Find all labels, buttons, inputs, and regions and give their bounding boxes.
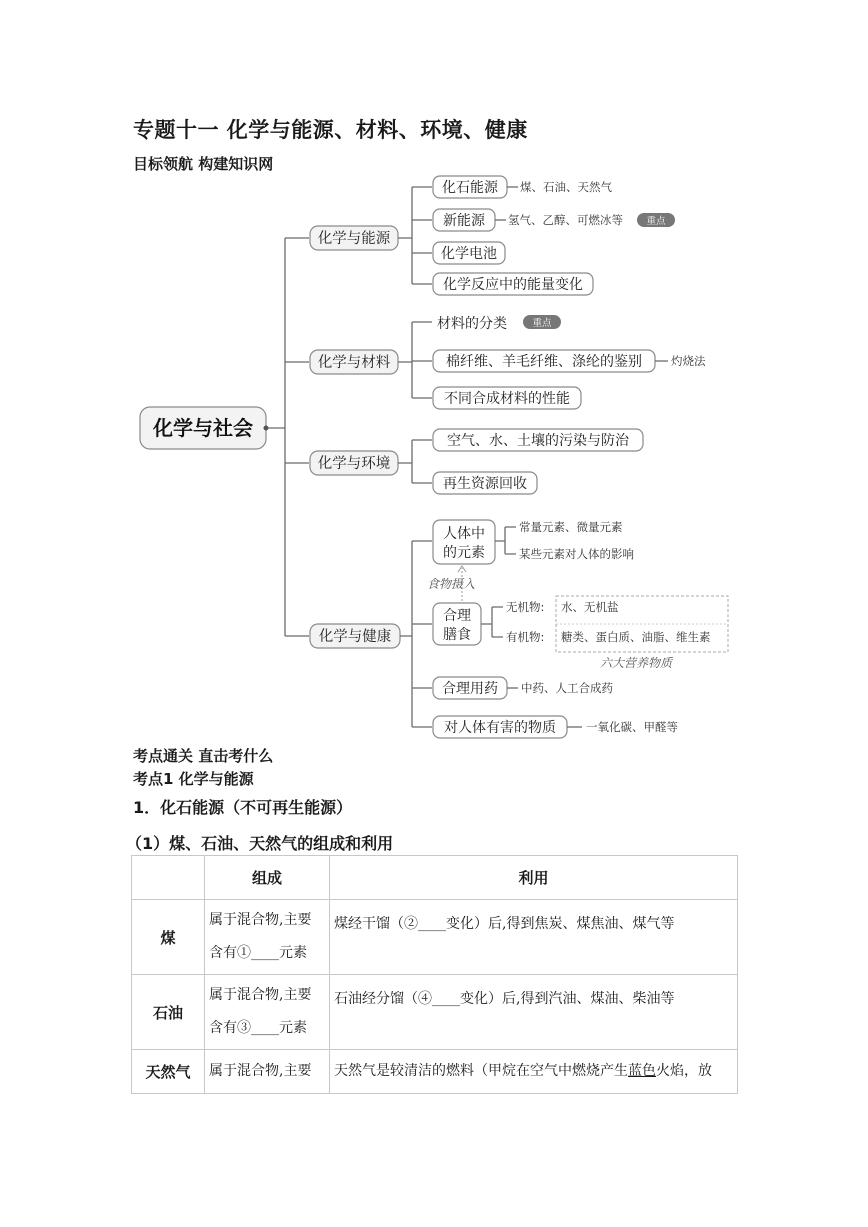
energy-item-fossil-note: 煤、石油、天然气 [520, 180, 612, 194]
health-item-medicine-label: 合理用药 [442, 681, 498, 697]
comp-line: 含有①____元素 [209, 945, 307, 961]
composition-table [131, 855, 738, 1094]
health-item-elements-line1: 人体中 [443, 526, 485, 542]
materials-item-identification-note: 灼烧法 [671, 354, 706, 368]
table-header-use: 利用 [330, 856, 738, 900]
branch-environment [310, 451, 398, 475]
row-name-coal: 煤 [132, 900, 205, 975]
health-item-diet [433, 596, 728, 652]
health-item-harmful-note: 一氧化碳、甲醛等 [586, 720, 678, 734]
mindmap-root: 化学与社会 [153, 416, 253, 440]
environment-item-pollution [433, 429, 643, 451]
materials-item-performance-label: 不同合成材料的性能 [444, 391, 570, 407]
branch-energy-label: 化学与能源 [317, 231, 391, 247]
use-text: 火焰，放 [656, 1063, 712, 1079]
diet-inorganic-value: 水、无机盐 [561, 600, 619, 614]
branch-health-label: 化学与健康 [318, 629, 392, 645]
key-point-badge: 重点 [646, 216, 666, 227]
kaodian-heading: 考点1 化学与能源 [133, 770, 254, 788]
use-text: 石油经分馏（④____变化）后,得到汽油、煤油、柴油等 [334, 990, 675, 1007]
section-heading: 考点通关 直击考什么 [133, 747, 274, 765]
row-comp-coal [205, 900, 330, 975]
health-item-harmful [433, 716, 678, 738]
row-use-gas [330, 1050, 738, 1094]
branch-materials-label: 化学与材料 [317, 355, 391, 371]
materials-item-classification-label: 材料的分类 [437, 316, 507, 332]
row-comp-oil [205, 975, 330, 1050]
branch-environment-label: 化学与环境 [317, 456, 391, 472]
environment-item-recycling [433, 472, 537, 494]
comp-line: 含有③____元素 [209, 1020, 307, 1036]
comp-line: 属于混合物,主要 [209, 1063, 312, 1079]
health-item-harmful-label: 对人体有害的物质 [444, 720, 556, 736]
row-use-oil [330, 975, 738, 1050]
underlined-term: 蓝色 [628, 1063, 656, 1079]
environment-item-recycling-label: 再生资源回收 [443, 476, 527, 492]
section-subtitle: 目标领航 构建知识网 [133, 155, 274, 173]
health-item-medicine [433, 677, 613, 699]
diet-organic-key: 有机物: [506, 630, 545, 644]
branch-health [310, 624, 400, 648]
comp-line: 属于混合物,主要 [209, 987, 312, 1003]
energy-item-fossil-label: 化石能源 [442, 180, 498, 196]
page-title: 专题十一 化学与能源、材料、环境、健康 [133, 118, 528, 142]
use-text: 天然气是较清洁的燃料（甲烷在空气中燃烧产生 [334, 1063, 628, 1079]
branch-materials [310, 350, 398, 374]
materials-item-performance [433, 387, 581, 409]
energy-item-battery [433, 242, 505, 264]
materials-item-identification-label: 棉纤维、羊毛纤维、涤纶的鉴别 [446, 354, 642, 370]
materials-item-classification [437, 315, 561, 332]
energy-item-reaction-label: 化学反应中的能量变化 [443, 277, 583, 293]
health-item-diet-line1: 合理 [443, 608, 471, 624]
energy-item-battery-label: 化学电池 [441, 246, 497, 262]
health-item-diet-line2: 膳食 [443, 627, 471, 643]
energy-item-new-label: 新能源 [443, 213, 485, 229]
health-item-elements-note2: 某些元素对人体的影响 [519, 547, 634, 561]
table-row [132, 1050, 738, 1094]
table-header-row [132, 856, 738, 900]
diet-inorganic-key: 无机物: [506, 600, 545, 614]
key-point-badge: 重点 [532, 318, 552, 329]
health-item-elements [433, 520, 634, 564]
health-item-medicine-note: 中药、人工合成药 [521, 681, 613, 695]
comp-line: 属于混合物,主要 [209, 912, 312, 928]
row-comp-gas [205, 1050, 330, 1094]
row-use-coal [330, 900, 738, 975]
heading-fossil-energy: 1．化石能源（不可再生能源） [133, 798, 353, 817]
energy-item-new-note: 氢气、乙醇、可燃冰等 [508, 213, 623, 227]
energy-item-new [433, 209, 675, 231]
health-item-elements-note1: 常量元素、微量元素 [519, 520, 623, 534]
handwritten-food-intake: 食物摄入 [427, 577, 476, 591]
row-name-gas: 天然气 [132, 1050, 205, 1094]
table-header-blank [132, 856, 205, 900]
energy-item-fossil [433, 176, 612, 198]
heading-composition-use: （1）煤、石油、天然气的组成和利用 [126, 834, 394, 853]
table-row [132, 975, 738, 1050]
row-name-oil: 石油 [132, 975, 205, 1050]
diet-organic-value: 糖类、蛋白质、油脂、维生素 [561, 630, 711, 644]
environment-item-pollution-label: 空气、水、土壤的污染与防治 [447, 433, 629, 449]
use-text: 煤经干馏（②____变化）后,得到焦炭、煤焦油、煤气等 [334, 915, 675, 932]
health-item-elements-line2: 的元素 [443, 545, 485, 561]
branch-energy [310, 226, 398, 250]
handwritten-six-nutrients: 六大营养物质 [600, 656, 673, 670]
table-row [132, 900, 738, 975]
materials-item-identification [433, 350, 706, 372]
table-header-composition: 组成 [205, 856, 330, 900]
energy-item-reaction [433, 273, 593, 295]
